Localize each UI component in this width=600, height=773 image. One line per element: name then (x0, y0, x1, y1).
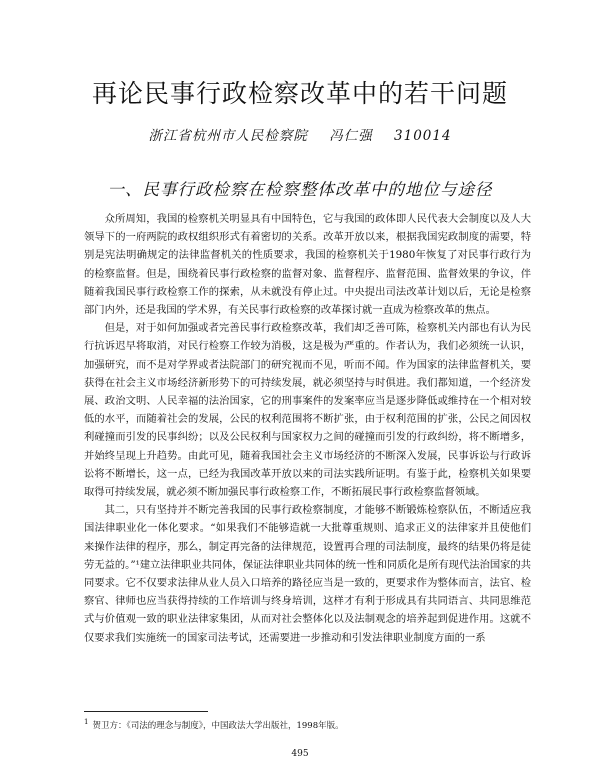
page-number: 495 (291, 749, 309, 759)
section-heading: 一、民事行政检察在检察整体改革中的地位与途径 (107, 180, 493, 199)
byline (0, 124, 600, 144)
footnote-marker: 1 (84, 718, 89, 726)
footnote-text: 贺卫方：《司法的理念与制度》，中国政法大学出版社，1998年版。 (92, 720, 344, 731)
author-name: 冯仁强 (329, 128, 373, 144)
body-paragraph: 但是，对于如何加强或者完善民事行政检察改革，我们却乏善可陈，检察机关内部也有认为民行抗诉迟早将取消，对民行检察工作较为消极，这是极为严重的。作者认为，我们必须统一认识，加强研究，而不是对学界或者法院部门的研究视而不见，听而不闻。作为国家的法律监督机关，要获得在社会主义市场经济新形势下的可持续发展，就必须坚持与时俱进。我们都知道，一个经济发展、政治文明、人民幸福的法治国家，它的刑事案件的发案率应当是逐步降低或维持在一个相对较低的水平，而随着社会的发展，公民的权利范围将不断扩张，由于权利范围的扩张，公民之间因权利碰撞而引发的民事纠纷；以及公民权利与国家权力之间的碰撞而引发的行政纠纷，将不断增多，并始终呈现上升趋势。由此可见，随着我国社会主义市场经济的不断深入发展，民事诉讼与行政诉讼将不断增长，这一点，已经为我国改革开放以来的司法实践所证明。有鉴于此，检察机关如果要取得可持续发展，就必须不断加强民事行政检察工作，不断拓展民事行政检察监督领域。 (84, 322, 531, 499)
body-paragraph: 众所周知，我国的检察机关明显具有中国特色，它与我国的政体即人民代表大会制度以及人大领导下的一府两院的政权组织形式有着密切的关系。改革开放以来，根据我国宪政制度的需要，特别是宪法明确规定的法律监督机关的性质要求，我国的检察机关于1980年恢复了对民事行政行为的检察监督。但是，围绕着民事行政检察的监督对象、监督程序、监督范围、监督效果的争议，伴随着我国民事行政检察工作的探索，从未就没有停止过。中央提出司法改革计划以后，无论是检察部门内外，还是我国的学术界，有关民事行政检察的改革探讨就一直成为检察改革的焦点。 (84, 213, 531, 317)
author-affiliation: 浙江省杭州市人民检察院 (148, 128, 308, 144)
body-text (84, 210, 531, 647)
paper-title: 再论民事行政检察改革中的若干问题 (91, 79, 508, 108)
footnote (84, 716, 531, 732)
footnote-divider (84, 711, 208, 712)
postcode: 310014 (394, 128, 452, 144)
body-paragraph: 其二，只有坚持并不断完善我国的民事行政检察制度，才能够不断锻炼检察队伍，不断适应我国法律职业化一体化要求。“如果我们不能够造就一大批尊重规则、追求正义的法律家并且使他们来操作法律的程序，那么，制定再完备的法律规范，设置再合理的司法制度，最终的结果仍将是徒劳无益的。”¹建立法律职业共同体，保证法律职业共同体的统一性和同质化是所有现代法治国家的共同要求。它不仅要求法律从业人员入口培养的路径应当是一致的，更要求作为整体而言，法官、检察官、律师也应当获得持续的工作培训与终身培训，这样才有利于形成具有共同语言、共同思维范式与价值观一致的职业法律家集团，从而对社会整体化以及法制观念的培养起到促进作用。这就不仅要求我们实施统一的国家司法考试，还需要进一步推动和引发法律职业制度方面的一系 (84, 504, 532, 644)
